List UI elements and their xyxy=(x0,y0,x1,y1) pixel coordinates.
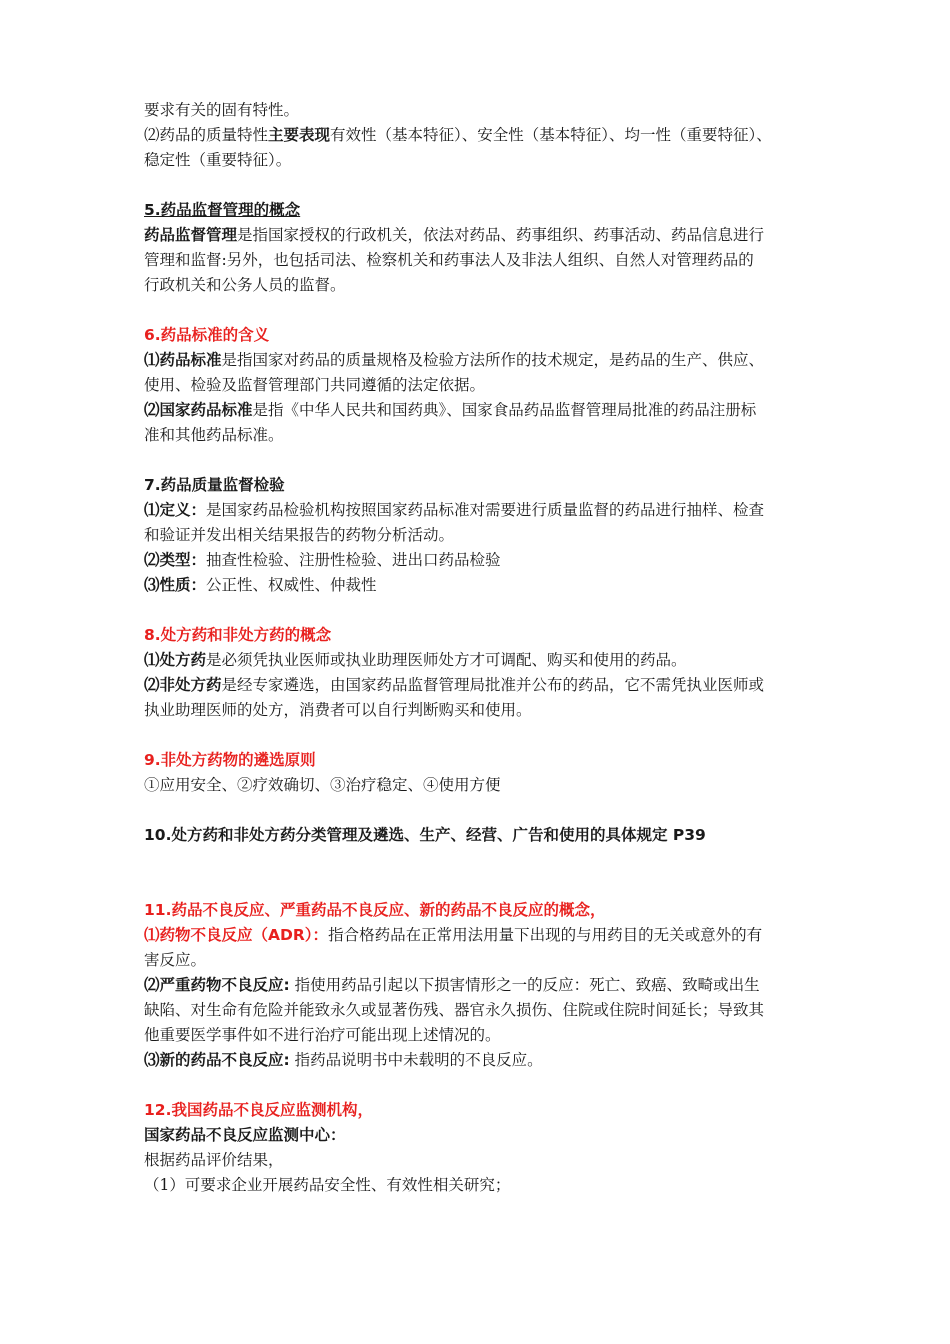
s4-line-1: 要求有关的固有特性。 xyxy=(144,101,300,119)
s6-p1-line-1 xyxy=(144,348,814,373)
s11-p2-line-1 xyxy=(144,973,814,998)
s12-heading: 12.我国药品不良反应监测机构， xyxy=(144,1101,373,1119)
s4-line-3: 稳定性（重要特征）。 xyxy=(144,151,292,169)
s11-p2-line-3: 他重要医学事件如不进行治疗可能出现上述情况的。 xyxy=(144,1026,501,1044)
s7-p1-term: ⑴定义： xyxy=(144,501,207,519)
s11-p2-line-2: 缺陷、对生命有危险并能致永久或显著伤残、器官永久损伤、住院或住院时间延长；导致其 xyxy=(144,1001,765,1019)
s8-p1-term: ⑴处方药 xyxy=(144,651,207,669)
s7-p1-line-1 xyxy=(144,498,814,523)
s5-line-2: 管理和监督:另外，也包括司法、检察机关和药事法人及非法人组织、自然人对管理药品的 xyxy=(144,251,754,269)
s12-line-2: （1）可要求企业开展药品安全性、有效性相关研究； xyxy=(144,1176,511,1194)
s11-p1-text: 指合格药品在正常用法用量下出现的与用药目的无关或意外的有 xyxy=(328,926,763,944)
s9-line-1: ①应用安全、②疗效确切、③治疗稳定、④使用方便 xyxy=(144,776,501,794)
s12-subheading: 国家药品不良反应监测中心： xyxy=(144,1126,346,1144)
s6-p2-text: 是指《中华人民共和国药典》、国家食品药品监督管理局批准的药品注册标 xyxy=(252,401,757,419)
s7-p2-line xyxy=(144,548,814,573)
s4-line-2-a: ⑵药品的质量特性 xyxy=(144,126,269,144)
s11-p3-line xyxy=(144,1048,814,1073)
s7-p3-text: 公正性、权威性、仲裁性 xyxy=(206,576,377,594)
s8-p2-term: ⑵非处方药 xyxy=(144,676,222,694)
s6-p1-term: ⑴药品标准 xyxy=(144,351,222,369)
s8-p2-line-1 xyxy=(144,673,814,698)
s7-p1-line-2: 和验证并发出相关结果报告的药物分析活动。 xyxy=(144,526,455,544)
s7-heading: 7.药品质量监督检验 xyxy=(144,476,285,494)
s4-line-2 xyxy=(144,123,814,148)
s11-p1-line-1 xyxy=(144,923,814,948)
s5-line-1 xyxy=(144,223,814,248)
s4-line-2-c: 有效性（基本特征）、安全性（基本特征）、均一性（重要特征）、 xyxy=(330,126,772,144)
s7-p3-line xyxy=(144,573,814,598)
s6-p1-text: 是指国家对药品的质量规格及检验方法所作的技术规定，是药品的生产、供应、 xyxy=(221,351,765,369)
s7-p2-text: 抽查性检验、注册性检验、进出口药品检验 xyxy=(206,551,501,569)
s8-p2-line-2: 执业助理医师的处方，消费者可以自行判断购买和使用。 xyxy=(144,701,532,719)
s6-heading: 6.药品标准的含义 xyxy=(144,326,270,344)
s4-key-phrase: 主要表现 xyxy=(268,126,331,144)
s11-p2-text: 指使用药品引起以下损害情形之一的反应：死亡、致癌、致畸或出生 xyxy=(289,976,760,994)
s6-p2-line-2: 准和其他药品标准。 xyxy=(144,426,284,444)
s7-p3-term: ⑶性质： xyxy=(144,576,207,594)
s8-heading: 8.处方药和非处方药的概念 xyxy=(144,626,332,644)
s8-p1-line xyxy=(144,648,814,673)
s8-p1-text: 是必须凭执业医师或执业助理医师处方才可调配、购买和使用的药品。 xyxy=(206,651,687,669)
s7-p1-text: 是国家药品检验机构按照国家药品标准对需要进行质量监督的药品进行抽样、检查 xyxy=(206,501,765,519)
s6-p2-line-1 xyxy=(144,398,814,423)
s5-term: 药品监督管理 xyxy=(144,226,238,244)
document-page xyxy=(144,98,814,1198)
s11-p3-term: ⑶新的药品不良反应: xyxy=(144,1051,290,1069)
s11-p1-term: ⑴药物不良反应（ADR）： xyxy=(144,926,329,944)
s6-p1-line-2: 使用、检验及监督管理部门共同遵循的法定依据。 xyxy=(144,376,486,394)
s7-p2-term: ⑵类型： xyxy=(144,551,207,569)
s8-p2-text: 是经专家遴选，由国家药品监督管理局批准并公布的药品，它不需凭执业医师或 xyxy=(221,676,765,694)
s12-line-1: 根据药品评价结果， xyxy=(144,1151,284,1169)
s5-heading: 5.药品监督管理的概念 xyxy=(144,201,301,219)
s11-p3-text: 指药品说明书中未载明的不良反应。 xyxy=(289,1051,543,1069)
s11-p1-line-2: 害反应。 xyxy=(144,951,207,969)
s5-line-1-text: 是指国家授权的行政机关，依法对药品、药事组织、药事活动、药品信息进行 xyxy=(237,226,765,244)
s10-heading: 10.处方药和非处方药分类管理及遴选、生产、经营、广告和使用的具体规定 P39 xyxy=(144,826,706,844)
s6-p2-term: ⑵国家药品标准 xyxy=(144,401,253,419)
s9-heading: 9.非处方药物的遴选原则 xyxy=(144,751,316,769)
s11-heading: 11.药品不良反应、严重药品不良反应、新的药品不良反应的概念， xyxy=(144,901,606,919)
s5-line-3: 行政机关和公务人员的监督。 xyxy=(144,276,346,294)
s11-p2-term: ⑵严重药物不良反应: xyxy=(144,976,290,994)
